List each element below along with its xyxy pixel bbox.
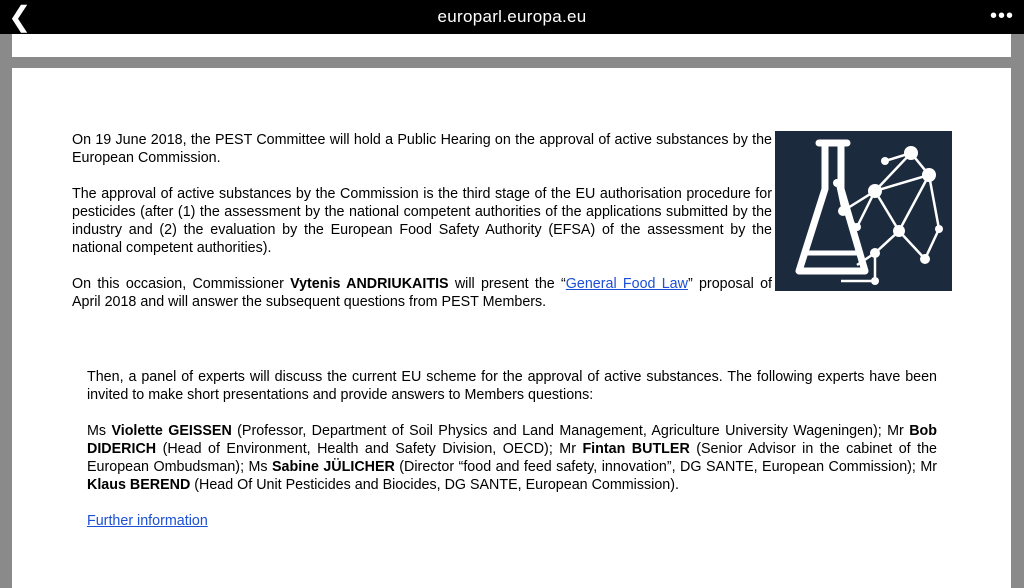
address-bar-url[interactable]: europarl.europa.eu (437, 7, 587, 26)
expert-role: (Head of Environment, Health and Safety Division, OECD); (156, 441, 560, 457)
browser-top-bar (0, 0, 1024, 34)
previous-content-card (12, 34, 1011, 57)
expert-role: (Professor, Department of Soil Physics and Land Management, Agriculture University Wageningen); (231, 423, 888, 439)
expert-name: Sabine JÜLICHER (272, 459, 395, 475)
flask-molecule-icon (775, 131, 952, 291)
back-chevron-icon[interactable]: ❮ (8, 1, 32, 32)
panel-paragraph: Then, a panel of experts will discuss the current EU scheme for the approval of active substances. The following experts have been invited to make short presentations and provide answers to Members questions: (87, 369, 937, 403)
further-information-link[interactable]: Further information (87, 513, 208, 529)
expert-prefix: Ms (248, 459, 273, 475)
expert-prefix: Mr (887, 423, 910, 439)
experts-panel (87, 368, 937, 548)
expert-prefix: Mr (559, 441, 583, 457)
intro-paragraph-3 (72, 275, 772, 311)
expert-name: Klaus BEREND (87, 477, 191, 493)
lab-flask-illustration (775, 131, 952, 291)
expert-name: Violette GEISSEN (111, 423, 232, 439)
expert-role: (Senior Advisor in the cabinet of the European Ombudsman); (87, 441, 937, 475)
p3-text-c: ” proposal of April 2018 and will answer the subsequent questions from PEST Members. (72, 276, 772, 310)
intro-paragraph-1: On 19 June 2018, the PEST Committee will hold a Public Hearing on the approval of active substances by the European Commission. (72, 132, 772, 166)
p3-text-a: On this occasion, Commissioner (72, 276, 291, 292)
more-options-icon[interactable]: ••• (989, 5, 1014, 27)
expert-prefix: Ms (87, 423, 112, 439)
expert-role: (Director “food and feed safety, innovation”, DG SANTE, European Commission); (394, 459, 921, 475)
p3-text-b: will present the “ (448, 276, 566, 292)
expert-prefix: Mr (920, 459, 938, 475)
general-food-law-link[interactable]: General Food Law (565, 276, 688, 292)
experts-list (87, 422, 937, 494)
intro-paragraph-2: The approval of active substances by the Commission is the third stage of the EU authorisation procedure for pesticides (after (1) the assessment by the national competent authorities of the applications submitted by the industry and (2) the evaluation by the European Food Safety Authority (EFSA) of the assessment by the national competent authorities). (72, 186, 772, 256)
expert-name: Fintan BUTLER (582, 441, 690, 457)
expert-role: (Head Of Unit Pesticides and Biocides, DG SANTE, European Commission). (190, 477, 679, 493)
expert-name: Bob DIDERICH (87, 423, 937, 457)
intro-text (72, 131, 772, 329)
commissioner-name: Vytenis ANDRIUKAITIS (290, 276, 449, 292)
